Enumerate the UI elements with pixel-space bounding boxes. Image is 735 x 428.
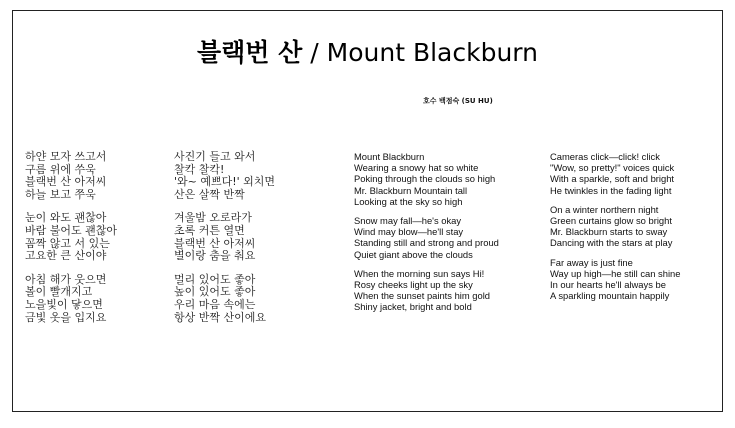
poem-line: 꼼짝 않고 서 있는	[25, 236, 110, 250]
poem-line: 아침 해가 웃으면	[25, 272, 107, 286]
poem-line: 블랙번 산 아저씨	[174, 236, 256, 250]
poem-line: Way up high—he still can shine	[550, 267, 681, 279]
korean-column-2	[174, 151, 275, 335]
poem-line: Cameras click—click! click	[550, 151, 660, 162]
poem-line: 하늘 보고 쭈욱	[25, 187, 96, 201]
poem-line: Far away is just fine	[550, 256, 633, 268]
poem-line: Dancing with the stars at play	[550, 237, 673, 249]
poem-line: When the morning sun says Hi!	[354, 267, 485, 279]
poem-line: 블랙번 산 아저씨	[25, 175, 107, 189]
title-korean: 블랙번 산	[197, 38, 303, 67]
poem-line: Mr. Blackburn starts to sway	[550, 226, 668, 238]
stanza	[354, 268, 499, 313]
poem-line: He twinkles in the fading light	[550, 184, 672, 196]
poem-line: 우리 마음 속에는	[174, 297, 256, 311]
poem-line: Quiet giant above the clouds	[354, 248, 473, 260]
poem-line: 볼이 빨개지고	[25, 285, 93, 299]
stanza	[25, 212, 117, 262]
poem-line: Standing still and strong and proud	[354, 237, 499, 249]
english-column-2	[550, 151, 680, 309]
poem-line: Mount Blackburn	[354, 151, 425, 162]
poem-line: '와~ 예쁘다!' 외치면	[174, 175, 276, 189]
poem-line: 초록 커튼 열면	[174, 223, 245, 237]
poem-line: 산은 살짝 반짝	[174, 187, 245, 201]
stanza	[174, 274, 275, 324]
poem-line: 구름 위에 쑤욱	[25, 162, 96, 176]
poem-line: 금빛 옷을 입지요	[25, 310, 107, 324]
poem-line: 찰칵 찰칵!	[174, 162, 225, 176]
author-name: 호수 백점숙 (SU HU)	[423, 97, 493, 105]
korean-column-1	[25, 151, 117, 335]
poem-line: A sparkling mountain happily	[550, 290, 670, 302]
stanza	[550, 257, 680, 302]
title-separator: /	[302, 38, 327, 67]
stanza	[174, 212, 275, 262]
poem-line: On a winter northern night	[550, 203, 659, 215]
poem-line: 하얀 모자 쓰고서	[25, 150, 107, 163]
poem-sheet	[12, 10, 723, 412]
poem-line: With a sparkle, soft and bright	[550, 173, 675, 185]
stanza	[354, 151, 499, 207]
poem-line: Shiny jacket, bright and bold	[354, 301, 472, 313]
poem-line: Wind may blow—he'll stay	[354, 226, 464, 238]
poem-line: 고요한 큰 산이야	[25, 249, 107, 263]
poem-line: 멀리 있어도 좋아	[174, 272, 256, 286]
poem-line: 높이 있어도 좋아	[174, 285, 256, 299]
stanza	[354, 215, 499, 260]
poem-line: 별이랑 춤을 춰요	[174, 249, 256, 263]
poem-line: 바람 불어도 괜찮아	[25, 223, 118, 237]
footer-strip	[12, 419, 735, 428]
poem-line: 눈이 와도 괜찮아	[25, 211, 107, 225]
poem-title	[13, 38, 722, 68]
stanza	[550, 151, 680, 196]
poem-line: Snow may fall—he's okay	[354, 215, 462, 227]
poem-line: 노을빛이 닿으면	[25, 297, 103, 311]
poem-line: 항상 반짝 산이에요	[174, 310, 267, 324]
poem-line: When the sunset paints him gold	[354, 290, 491, 302]
poem-line: 겨울밤 오로라가	[174, 211, 252, 225]
title-english: Mount Blackburn	[326, 38, 538, 67]
stanza	[25, 274, 117, 324]
stanza	[550, 204, 680, 249]
poem-line: Poking through the clouds so high	[354, 173, 496, 185]
english-column-1	[354, 151, 499, 321]
poem-line: Wearing a snowy hat so white	[354, 162, 479, 174]
poem-line: Mr. Blackburn Mountain tall	[354, 184, 468, 196]
poem-line: "Wow, so pretty!" voices quick	[550, 162, 675, 174]
stanza	[174, 151, 275, 201]
poem-line: Green curtains glow so bright	[550, 215, 672, 227]
poem-line: Looking at the sky so high	[354, 195, 463, 207]
poem-line: 사진기 들고 와서	[174, 150, 256, 163]
poem-line: Rosy cheeks light up the sky	[354, 279, 473, 291]
stanza	[25, 151, 117, 201]
poem-line: In our hearts he'll always be	[550, 279, 666, 291]
